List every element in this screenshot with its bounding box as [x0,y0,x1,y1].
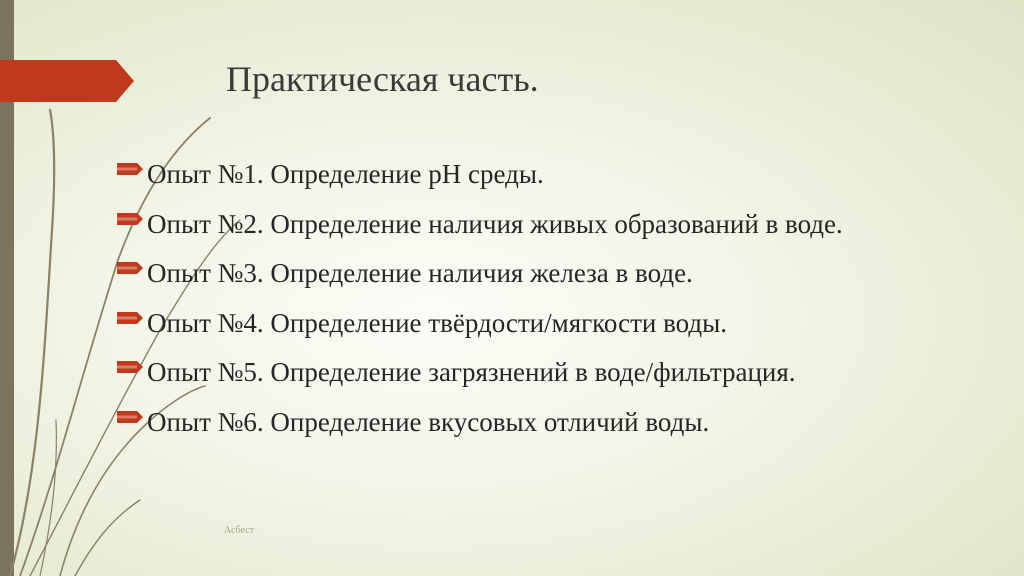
list-item [117,350,843,400]
list-item [117,152,843,202]
list-item [117,400,843,450]
list-item-text: Опыт №5. Определение загрязнений в воде/фильтрация. [147,357,796,387]
title-accent-flag [0,60,134,102]
list-item [117,301,843,351]
list-item-text: Опыт №1. Определение pH среды. [147,159,544,189]
footer-text: Асбест [224,525,254,536]
arrow-flag-icon [117,411,143,423]
arrow-flag-icon [117,213,143,225]
list-item-text: Опыт №6. Определение вкусовых отличий воды. [147,406,710,437]
arrow-flag-icon [117,312,143,324]
arrow-flag-icon [117,163,143,175]
slide-title: Практическая часть. [226,59,539,99]
list-item [117,202,843,252]
list-item-text: Опыт №2. Определение наличия живых образований в воде. [147,208,843,239]
arrow-flag-icon [117,262,143,274]
experiments-list [117,152,843,449]
list-item-text: Опыт №4. Определение твёрдости/мягкости воды. [147,307,727,338]
list-item-text: Опыт №3. Определение наличия железа в воде. [147,258,693,288]
list-item [117,251,843,301]
arrow-flag-icon [117,361,143,373]
